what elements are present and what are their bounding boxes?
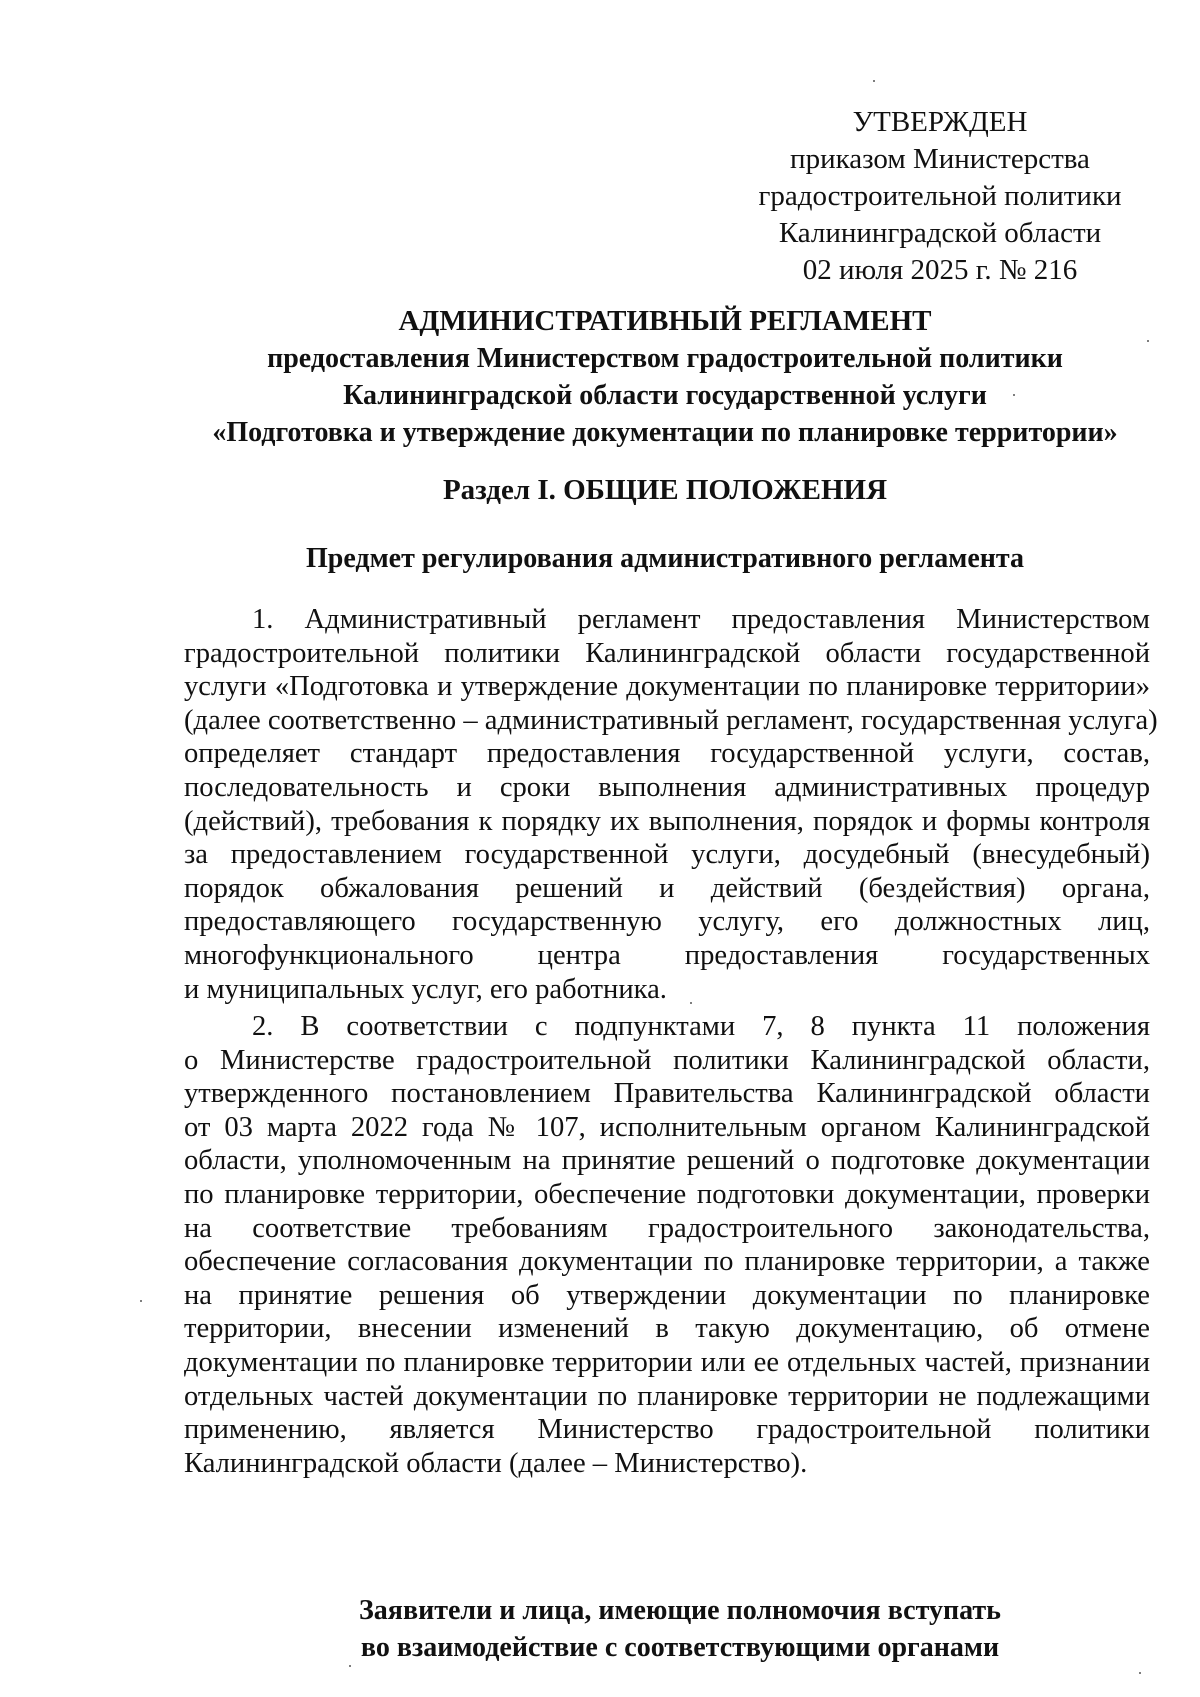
paragraph-line: 2. В соответствии с подпунктами 7, 8 пункта 11 положения [252, 1011, 1150, 1042]
paragraph-line: территории, внесении изменений в такую документацию, об отмене [184, 1313, 1150, 1345]
paragraph-2 [184, 1010, 1150, 1480]
subsection-heading-2 [330, 1592, 1030, 1666]
paragraph-line: применению, является Министерство градостроительной политики [184, 1414, 1150, 1446]
scan-speck [690, 1002, 692, 1004]
paragraph-line: за предоставлением государственной услуги, досудебный (внесудебный) [184, 839, 1150, 871]
paragraph-line: о Министерстве градостроительной политики Калининградской области, [184, 1044, 1150, 1076]
paragraph-line: документации по планировке территории или ее отдельных частей, признании [184, 1346, 1150, 1378]
document-title-main: АДМИНИСТРАТИВНЫЙ РЕГЛАМЕНТ [398, 305, 932, 337]
approval-line: градостроительной политики [758, 180, 1122, 212]
approval-stamp [740, 104, 1140, 289]
approval-heading: УТВЕРЖДЕН [852, 106, 1028, 138]
paragraph-line: отдельных частей документации по планировке территории не подлежащими [184, 1380, 1150, 1412]
paragraph-line: от 03 марта 2022 года № 107, исполнительным органом Калининградской [184, 1111, 1150, 1143]
approval-line: приказом Министерства [790, 143, 1090, 175]
subsection-heading-line: Заявители и лица, имеющие полномочия вступать [359, 1595, 1001, 1626]
subsection-heading-line: во взаимодействие с соответствующими органами [360, 1632, 1000, 1663]
document-title-line: предоставления Министерством градостроительной политики [267, 343, 1063, 374]
paragraph-line: 1. Административный регламент предоставления Министерством [252, 604, 1150, 635]
paragraph-line: на принятие решения об утверждении документации по планировке [184, 1279, 1150, 1311]
paragraph-line: утвержденного постановлением Правительства Калининградской области [184, 1078, 1150, 1110]
document-title-line: «Подготовка и утверждение документации по планировке территории» [212, 417, 1118, 448]
paragraph-line: определяет стандарт предоставления государственной услуги, состав, [184, 738, 1150, 770]
paragraph-line: услуги «Подготовка и утверждение документации по планировке территории» [184, 671, 1150, 703]
paragraph-line: Калининградской области (далее – Министерство). [184, 1447, 808, 1479]
scan-speck [1013, 394, 1015, 396]
document-title [150, 303, 1180, 451]
subsection-heading: Предмет регулирования административного регламента [306, 543, 1024, 574]
paragraph-line: и муниципальных услуг, его работника. [184, 973, 667, 1005]
scan-speck [873, 80, 875, 82]
paragraph-line: области, уполномоченным на принятие решений о подготовке документации [184, 1145, 1150, 1177]
scan-speck [1139, 1672, 1141, 1674]
paragraph-line: (действий), требования к порядку их выполнения, порядок и формы контроля [184, 805, 1150, 837]
scan-speck [349, 1665, 351, 1667]
scan-speck [140, 1300, 142, 1302]
paragraph-line: на соответствие требованиям градостроительного законодательства, [184, 1212, 1150, 1244]
paragraph-line: (далее соответственно – административный регламент, государственная услуга) [184, 704, 1158, 736]
document-title-line: Калининградской области государственной услуги [343, 380, 987, 411]
paragraph-line: по планировке территории, обеспечение подготовки документации, проверки [184, 1178, 1150, 1210]
paragraph-line: градостроительной политики Калининградской области государственной [184, 637, 1150, 669]
approval-line: Калининградской области [778, 217, 1102, 249]
paragraph-line: порядок обжалования решений и действий (бездействия) органа, [184, 872, 1150, 904]
paragraph-line: предоставляющего государственную услугу, его должностных лиц, [184, 906, 1150, 938]
scan-speck [1147, 340, 1149, 342]
paragraph-1 [184, 603, 1158, 1006]
approval-date: 02 июля 2025 г. № 216 [802, 254, 1078, 286]
paragraph-line: последовательность и сроки выполнения административных процедур [184, 771, 1150, 803]
paragraph-line: многофункционального центра предоставления государственных [184, 939, 1150, 971]
paragraph-line: обеспечение согласования документации по планировке территории, а также [184, 1246, 1150, 1278]
section-heading: Раздел I. ОБЩИЕ ПОЛОЖЕНИЯ [442, 474, 888, 506]
